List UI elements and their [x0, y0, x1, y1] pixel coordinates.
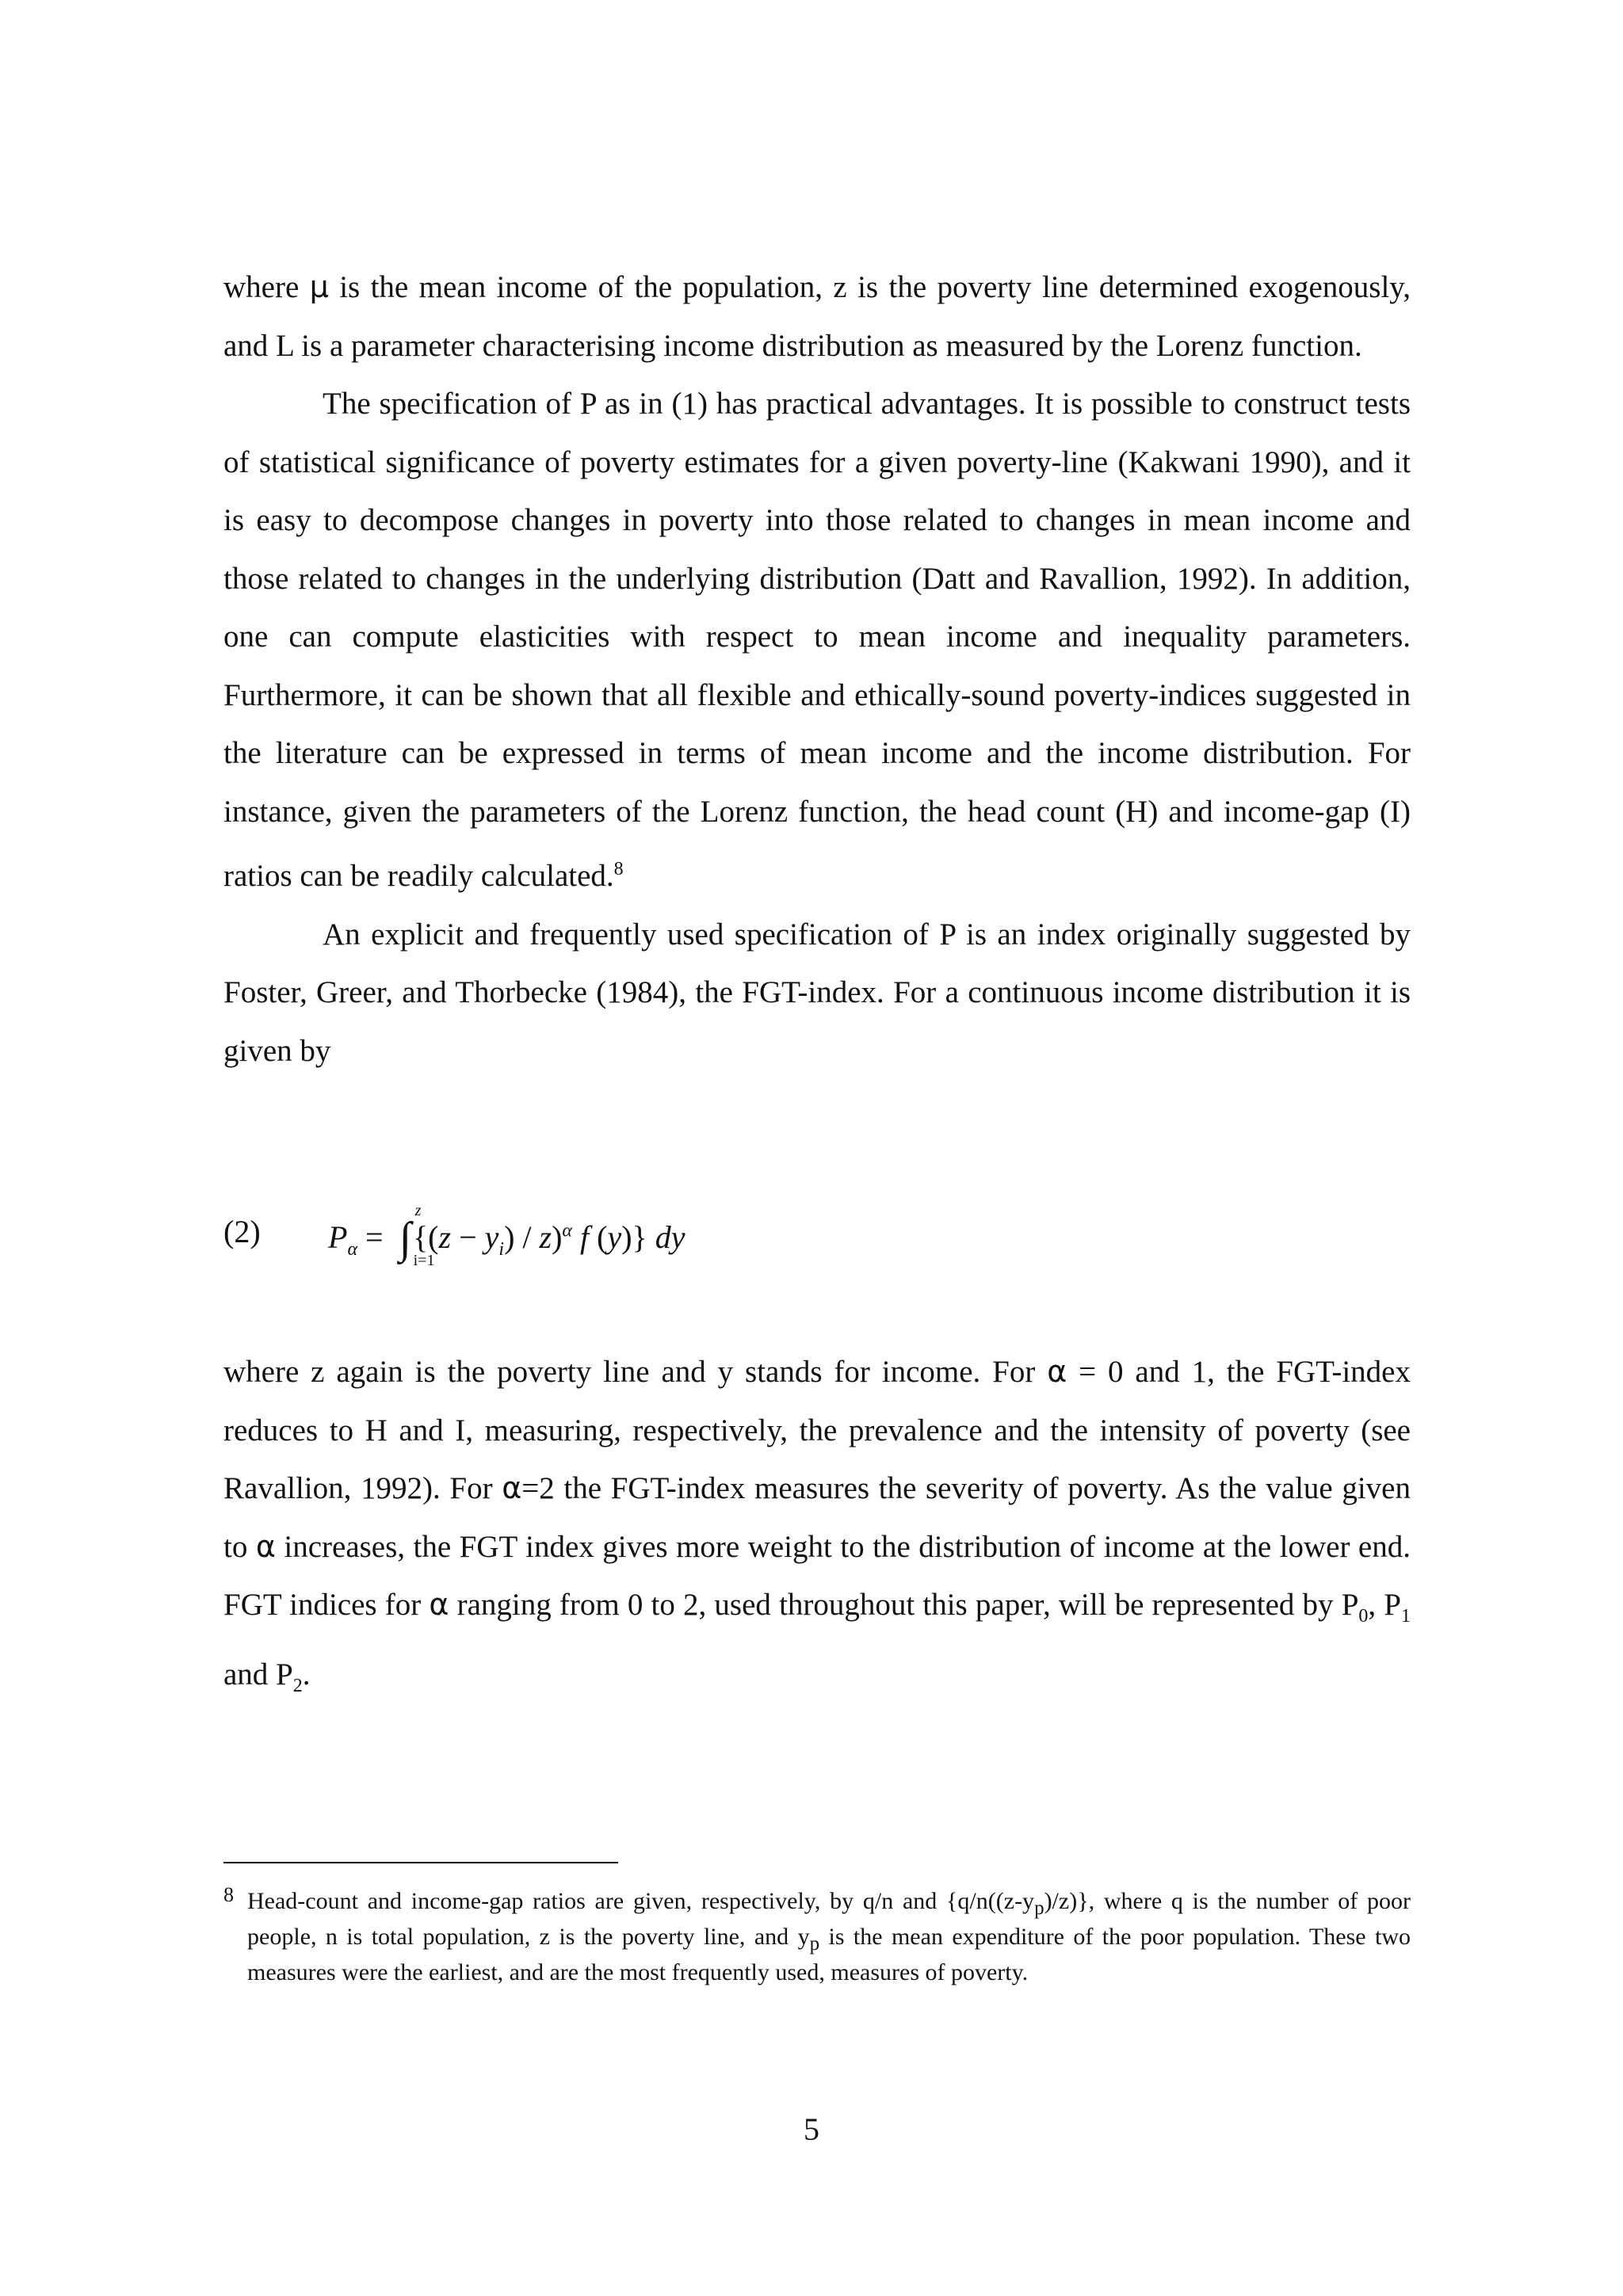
subscript: 0 [1358, 1605, 1369, 1627]
footnote-mark: 8 [223, 1883, 234, 1906]
alpha-symbol: α [429, 1587, 449, 1622]
equation-2 [223, 1202, 1411, 1269]
equals-sign: = [365, 1219, 384, 1255]
integral-sign: ∫ z i=1 [399, 1202, 435, 1269]
subscript: p [1034, 1897, 1044, 1919]
equation-term: z [539, 1219, 552, 1255]
text-run: Head-count and income-gap ratios are given, respectively, by q/n and {q/n((z-y [247, 1888, 1035, 1914]
equation-lhs: P [328, 1219, 348, 1255]
text-run: is the mean expenditure of the poor population. These two measures were the earliest, and are the most frequently used, measures of poverty. [247, 1924, 1411, 1985]
alpha-symbol: α [1047, 1354, 1067, 1389]
text-run: ranging from 0 to 2, used throughout this paper, will be represented by P [449, 1588, 1359, 1622]
equation-subscript: i [498, 1239, 505, 1260]
equation-body [328, 1202, 685, 1269]
footnote-text [247, 1887, 1411, 1987]
equation-term: ) / [504, 1219, 540, 1255]
equation-term: f [580, 1219, 590, 1255]
text-run: , P [1368, 1588, 1401, 1622]
subscript: 1 [1401, 1605, 1411, 1627]
text-run: increases, the FGT index gives more weight to the distribution of income at the lower end. FGT indices for [223, 1529, 1411, 1622]
equation-term: )} [621, 1219, 655, 1255]
footnote-separator [223, 1862, 618, 1863]
alpha-symbol: α [502, 1470, 522, 1505]
integral-lower-limit: i=1 [413, 1252, 435, 1269]
text-run: =2 the FGT-index measures the severity of poverty. As the value given to [223, 1471, 1411, 1564]
text-run: and P [223, 1657, 293, 1692]
equation-term: ( [589, 1219, 608, 1255]
text-run: where z again is the poverty line and y stands for income. For [223, 1355, 1048, 1389]
paragraph-specification-advantages [223, 375, 1411, 906]
mu-symbol: μ [309, 269, 329, 304]
paragraph-lorenz-definition [223, 258, 1411, 375]
paragraph-fgt-intro [223, 906, 1411, 1081]
equation-term: y [607, 1219, 622, 1255]
text-run: An explicit and frequently used specification of P is an index originally suggested by Foster, Greer, and Thorbecke (1984), the FGT-index. For a continuous income distribution it is given by [223, 917, 1411, 1068]
equation-term: {( [412, 1219, 439, 1255]
equation-lhs-subscript: α [347, 1239, 358, 1260]
equation-term: z [438, 1219, 452, 1255]
alpha-symbol: α [255, 1528, 276, 1564]
text-run: . [302, 1657, 311, 1692]
equation-term: y [484, 1219, 499, 1255]
equation-term: − [451, 1219, 485, 1255]
text-run: where [223, 270, 310, 304]
main-text-upper [223, 258, 1411, 1080]
page-number: 5 [804, 2111, 819, 2147]
paragraph-fgt-explanation [223, 1343, 1411, 1716]
text-run: is the mean income of the population, z is the poverty line determined exogenously, and L is a parameter characterising income distribution as measured by the Lorenz function. [223, 270, 1411, 363]
subscript: 2 [292, 1676, 303, 1697]
equation-exponent: α [562, 1220, 573, 1241]
equation-differential: dy [655, 1219, 685, 1255]
text-run: The specification of P as in (1) has practical advantages. It is possible to construct tests of statistical significance of poverty estimates for a given poverty-line (Kakwani 1990), and it is easy to decompose changes in poverty into those related to changes in mean income and those related to changes in the underlying distribution (Datt and Ravallion, 1992). In addition, one can compute elasticities with respect to mean income and inequality parameters. Furthermore, it can be shown that all flexible and ethically-sound poverty-indices suggested in the literature can be expressed in terms of mean income and the income distribution. For instance, given the parameters of the Lorenz function, the head count (H) and income-gap (I) ratios can be readily calculated. [223, 387, 1411, 893]
subscript: p [809, 1933, 820, 1955]
footnote-8 [223, 1883, 1411, 1987]
footnote-reference[interactable]: 8 [613, 859, 624, 879]
text-run: )/z)}, where q is the number of poor people, n is total population, z is the poverty line, and y [247, 1888, 1411, 1950]
equation-term: ) [552, 1219, 563, 1255]
integral-upper-limit: z [414, 1202, 422, 1219]
text-run: = 0 and 1, the FGT-index reduces to H and I, measuring, respectively, the prevalence and the intensity of poverty (see Ravallion, 1992). For [223, 1355, 1411, 1505]
equation-number: (2) [223, 1214, 261, 1249]
main-text-lower [223, 1343, 1411, 1716]
